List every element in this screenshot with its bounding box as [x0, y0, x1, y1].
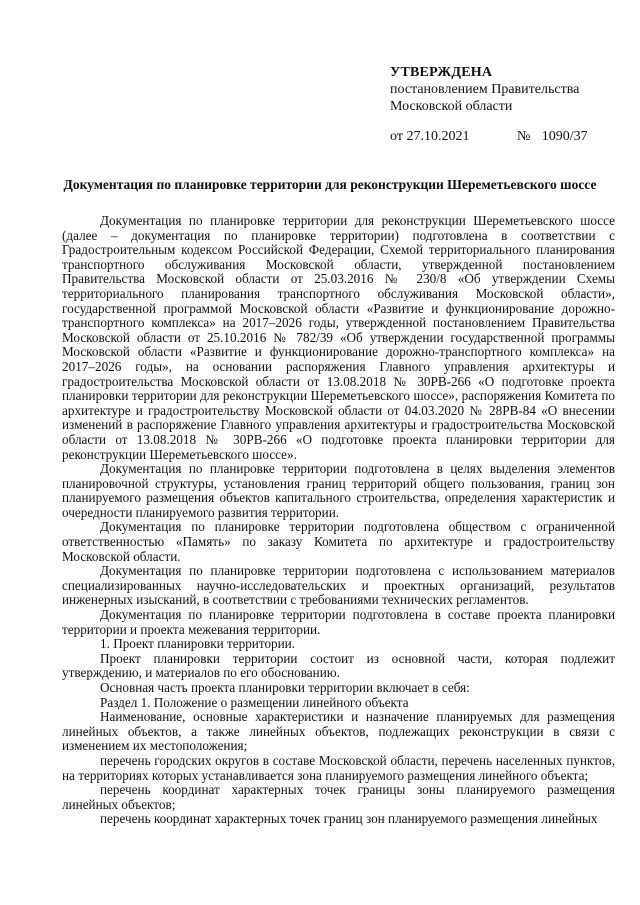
- paragraph-4: Документация по планировке территории подготовлена с использованием материалов специализированных научно-исследовательских и проектных организаций, результатов инженерных изысканий, в соответствии с требованиями технических регламентов.: [62, 563, 615, 608]
- document-title: Документация по планировке территории для реконструкции Шереметьевского шоссе: [63, 177, 597, 192]
- approval-line-1: постановлением Правительства: [390, 82, 580, 97]
- approval-line-2: Московской области: [390, 99, 513, 114]
- paragraph-8: Основная часть проекта планировки территории включает в себя:: [100, 680, 470, 695]
- paragraph-7: Проект планировки территории состоит из основной части, которая подлежит утверждению, и материалов по его обоснованию.: [62, 650, 615, 681]
- paragraph-9: Раздел 1. Положение о размещении линейного объекта: [100, 694, 409, 710]
- paragraph-11: перечень городских округов в составе Московской области, перечень населенных пунктов, на территориях которых устанавливается зона планируемого размещения линейного объекта;: [62, 752, 615, 783]
- paragraph-13: перечень координат характерных точек границ зон планируемого размещения линейных: [100, 811, 598, 827]
- approval-number: 1090/37: [541, 129, 588, 144]
- paragraph-2: Документация по планировке территории подготовлена в целях выделения элементов планировочной структуры, установления границ территорий общего пользования, границ зон планируемого размещения объектов капитального строительства, определения характеристик и очередности планируемого развития территории.: [62, 461, 615, 520]
- approval-date: 27.10.2021: [406, 129, 470, 144]
- paragraph-12: перечень координат характерных точек границы зоны планируемого размещения линейных объектов;: [62, 782, 615, 812]
- paragraph-1: Документация по планировке территории для реконструкции Шереметьевского шоссе (далее – документация по планировке территории) подготовлена в соответствии с Градостроительным кодексом Российской Федерации, Схемой территориального планирования транспортного обслуживания Московской области, утвержденной постановлением Правительства Московской области от 25.03.2016 № 230/8 «Об утверждении Схемы территориального планирования транспортного обслуживания Московской области», государственной программой Московской области «Развитие и функционирование дорожно-транспортного комплекса» на 2017–2026 годы, утвержденной постановлением Правительства Московской области от 25.10.2016 № 782/39 «Об утверждении государственной программы Московской области «Развитие и функционирование дорожно-транспортного комплекса» на 2017–2026 годы», на основании распоряжения Главного управления архитектуры и градостроительства Московской области от 13.08.2018 № 30РВ-266 «О подготовке проекта планировки территории для реконструкции Шереметьевского шоссе», распоряжения Комитета по архитектуре и градостроительству Московской области от 04.03.2020 № 28РВ-84 «О внесении изменений в распоряжение Главного управления архитектуры и градостроительства Московской области от 13.08.2018 № 30РВ-266 «О подготовке проекта планировки территории для реконструкции Шереметьевского шоссе».: [62, 213, 615, 462]
- paragraph-5: Документация по планировке территории подготовлена в составе проекта планировки территории и проекта межевания территории.: [62, 607, 615, 637]
- approval-date-number: [390, 128, 588, 145]
- paragraph-6: 1. Проект планировки территории.: [100, 636, 296, 652]
- number-sign: №: [516, 129, 531, 144]
- paragraph-10: Наименование, основные характеристики и назначение планируемых для размещения линейных объектов, а также линейных объектов, подлежащих реконструкции в связи с изменением их местоположения;: [62, 709, 615, 754]
- document-body: [62, 214, 615, 827]
- paragraph-3: Документация по планировке территории подготовлена обществом с ограниченной ответственностью «Память» по заказу Комитета по архитектуре и градостроительству Московской области.: [62, 519, 615, 564]
- approval-title: УТВЕРЖДЕНА: [390, 65, 493, 80]
- approval-stamp: [390, 64, 579, 115]
- date-prefix: от: [390, 129, 403, 144]
